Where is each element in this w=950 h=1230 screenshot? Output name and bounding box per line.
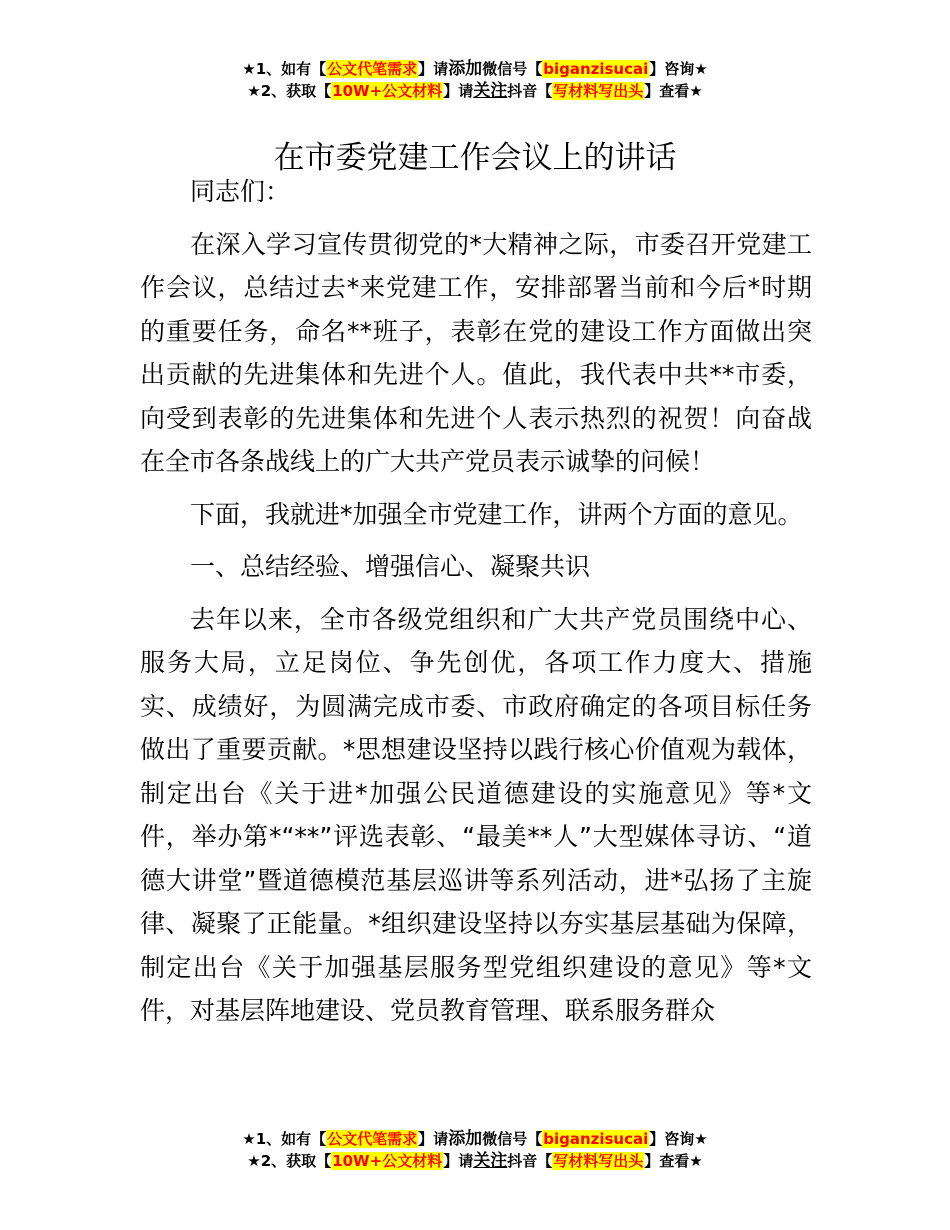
promo-emphasis: 添加 [448,59,483,79]
section-heading: 一、总结经验、增强信心、凝聚共识 [190,552,591,581]
promo-highlight: 10W+公文材料 [332,82,443,100]
promo-text: 】请 [443,82,474,100]
promo-highlight: 公文代笔需求 [327,60,418,78]
promo-text: ★1、如有【 [242,60,327,78]
paragraph: 在深入学习宣传贯彻党的*大精神之际，市委召开党建工作会议，总结过去*来党建工作，安排部署当前和今后*时期的重要任务，命名**班子，表彰在党的建设工作方面做出突出贡献的先进集体和先进个人。值此，我代表中共**市委，向受到表彰的先进集体和先进个人表示热烈的祝贺！向奋战在全市各条战线上的广大共产党员表示诚挚的问候！ [140,229,812,476]
paragraph: 下面，我就进*加强全市党建工作，讲两个方面的意见。 [190,499,803,529]
promo-emphasis: 关注 [473,1151,508,1171]
promo-text: ★2、获取【 [247,1152,332,1170]
promo-text: ★1、如有【 [242,1130,327,1148]
promo-text: 抖音【 [507,1152,553,1170]
promo-text: 微信号【 [482,1130,543,1148]
promo-text: 】请 [418,1130,449,1148]
promo-line-2 [0,1150,950,1172]
promo-text: 】查看★ [644,1152,703,1170]
promo-wechat-id: biganzisucai [543,60,649,78]
promo-text: ★2、获取【 [247,82,332,100]
document-title: 在市委党建工作会议上的讲话 [273,139,677,176]
promo-emphasis: 关注 [473,81,508,101]
paragraph: 去年以来，全市各级党组织和广大共产党员围绕中心、服务大局，立足岗位、争先创优，各项工作力度大、措施实、成绩好，为圆满完成市委、市政府确定的各项目标任务做出了重要贡献。*思想建设坚持以践行核心价值观为载体，制定出台《关于进*加强公民道德建设的实施意见》等*文件，举办第*“**”评选表彰、“最美**人”大型媒体寻访、“道德大讲堂”暨道德模范基层巡讲等系列活动，进*弘扬了主旋律、凝聚了正能量。*组织建设坚持以夯实基层基础为保障，制定出台《关于加强基层服务型党组织建设的意见》等*文件，对基层阵地建设、党员教育管理、联系服务群众 [140,604,812,1025]
promo-banner-bottom [0,1128,950,1172]
document-body [140,170,812,1042]
promo-text: 抖音【 [507,82,553,100]
promo-text: 微信号【 [482,60,543,78]
promo-highlight: 公文代笔需求 [327,1130,418,1148]
greeting: 同志们： [190,177,291,206]
promo-line-1 [0,1128,950,1150]
promo-highlight: 10W+公文材料 [332,1152,443,1170]
promo-text: 】请 [418,60,449,78]
promo-emphasis: 添加 [448,1129,483,1149]
promo-banner-top [0,58,950,102]
promo-text: 】咨询★ [649,1130,708,1148]
promo-douyin-id: 写材料写出头 [553,1152,644,1170]
promo-douyin-id: 写材料写出头 [553,82,644,100]
promo-line-2 [0,80,950,102]
promo-text: 】请 [443,1152,474,1170]
promo-text: 】咨询★ [649,60,708,78]
promo-line-1 [0,58,950,80]
promo-text: 】查看★ [644,82,703,100]
promo-wechat-id: biganzisucai [543,1130,649,1148]
